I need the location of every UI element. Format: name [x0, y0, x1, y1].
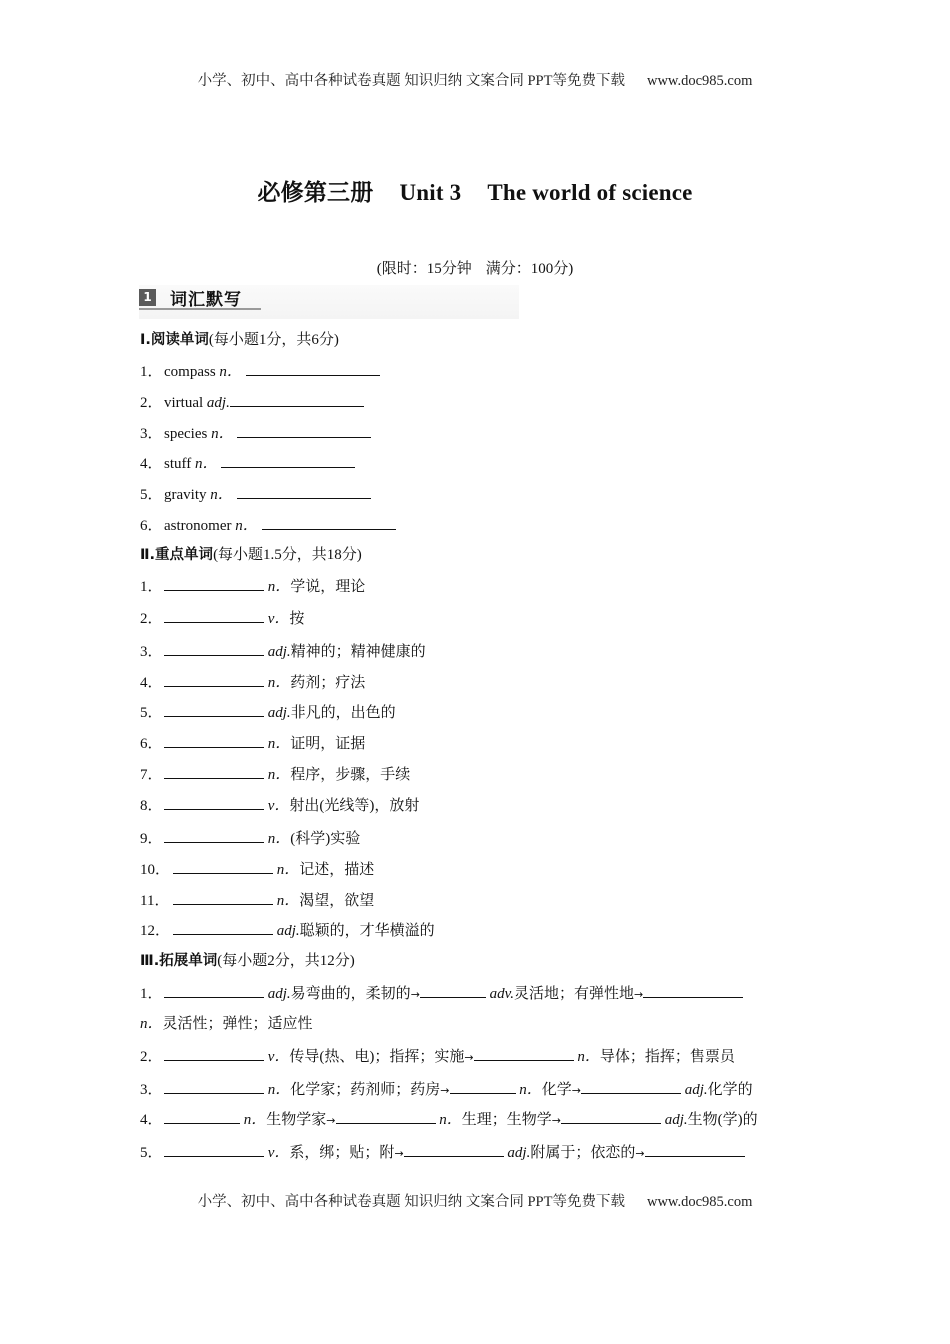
item-word: astronomer [164, 518, 232, 534]
part3-title: Ⅲ.拓展单词 [140, 953, 218, 969]
item-pos: n． [235, 518, 258, 534]
item-pos: adj. [684, 1082, 708, 1098]
item-pos: adj. [664, 1112, 688, 1128]
item-pos: n． [439, 1112, 462, 1128]
item-pos: n． [211, 426, 234, 442]
page-footer [0, 1190, 950, 1211]
answer-blank[interactable] [164, 763, 264, 779]
item-number: 2． [140, 1049, 163, 1065]
answer-blank[interactable] [164, 575, 264, 591]
item-number: 6． [140, 518, 163, 534]
item-meaning: 灵活性；弹性；适应性 [162, 1016, 313, 1032]
item-meaning: 学说，理论 [290, 579, 366, 595]
list-item [140, 889, 374, 911]
item-pos: n． [577, 1049, 600, 1065]
list-item [140, 732, 365, 754]
footer-url[interactable]: www.doc985.com [646, 1194, 753, 1210]
item-number: 12． [140, 923, 171, 939]
item-number: 5． [140, 705, 163, 721]
answer-blank[interactable] [173, 858, 273, 874]
part2-heading [140, 544, 362, 566]
arrow-icon: → [635, 1147, 645, 1160]
item-meaning: 传导(热、电)；指挥；实施 [289, 1049, 465, 1065]
item-meaning: 灵活地；有弹性地 [513, 986, 634, 1002]
list-item [140, 575, 365, 597]
item-word: gravity [164, 487, 207, 503]
answer-blank[interactable] [164, 1078, 264, 1094]
answer-blank[interactable] [164, 607, 264, 623]
list-item [140, 1141, 745, 1163]
list-item [140, 1045, 735, 1067]
answer-blank[interactable] [581, 1078, 681, 1094]
item-pos: adj. [267, 986, 291, 1002]
item-meaning: 化学家；药剂师；药房 [290, 1082, 441, 1098]
item-word: virtual [164, 395, 204, 411]
item-word: stuff [164, 456, 192, 472]
answer-blank[interactable] [164, 794, 264, 810]
list-item [140, 827, 360, 849]
list-item [140, 701, 396, 723]
item-meaning: 记述，描述 [299, 862, 375, 878]
answer-blank[interactable] [221, 452, 355, 468]
list-item [140, 452, 355, 474]
item-meaning: 药剂；疗法 [290, 675, 366, 691]
list-item [140, 1078, 753, 1100]
answer-blank[interactable] [164, 1141, 264, 1157]
item-pos: n． [267, 579, 291, 595]
answer-blank[interactable] [230, 391, 364, 407]
title-book: 必修第三册 [257, 180, 374, 205]
item-pos: adv. [489, 986, 514, 1002]
item-number: 4． [140, 456, 163, 472]
item-pos: n． [194, 456, 218, 472]
item-meaning: 易弯曲的，柔韧的 [290, 986, 411, 1002]
arrow-icon: → [571, 1084, 581, 1097]
list-item [140, 919, 435, 941]
answer-blank[interactable] [474, 1045, 574, 1061]
header-promo: 小学、初中、高中各种试卷真题 知识归纳 文案合同 PPT等免费下载 [197, 73, 625, 89]
item-pos: n． [276, 862, 300, 878]
item-number: 1． [140, 364, 163, 380]
arrow-icon: → [464, 1051, 474, 1064]
list-item [140, 858, 374, 880]
item-number: 10． [140, 862, 171, 878]
item-number: 11． [140, 893, 170, 909]
list-item [140, 982, 743, 1004]
arrow-icon: → [394, 1147, 404, 1160]
header-url[interactable]: www.doc985.com [646, 73, 753, 89]
item-number: 3． [140, 644, 163, 660]
item-meaning: 生理；生物学 [461, 1112, 552, 1128]
answer-blank[interactable] [246, 360, 380, 376]
part2-note: (每小题1.5分，共18分) [213, 547, 362, 563]
item-pos: n． [267, 767, 291, 783]
item-pos: n． [267, 1082, 291, 1098]
answer-blank[interactable] [164, 982, 264, 998]
list-item [140, 360, 380, 382]
item-meaning: 射出(光线等)，放射 [289, 798, 420, 814]
answer-blank[interactable] [173, 889, 273, 905]
item-number: 6． [140, 736, 163, 752]
answer-blank[interactable] [237, 483, 371, 499]
item-meaning: 生物学家 [266, 1112, 327, 1128]
item-pos: n． [276, 893, 300, 909]
arrow-icon: → [551, 1114, 561, 1127]
list-item [140, 483, 371, 505]
item-pos: n． [519, 1082, 542, 1098]
answer-blank[interactable] [237, 422, 371, 438]
answer-blank[interactable] [404, 1141, 504, 1157]
item-number: 7． [140, 767, 163, 783]
item-number: 5． [140, 1145, 163, 1161]
item-pos: adj. [507, 1145, 531, 1161]
list-item [140, 514, 396, 536]
item-meaning: 非凡的，出色的 [290, 705, 396, 721]
item-meaning: 化学的 [707, 1082, 753, 1098]
item-number: 5． [140, 487, 163, 503]
list-item-continued [140, 1013, 313, 1035]
item-pos: adj. [206, 395, 230, 411]
arrow-icon: → [410, 988, 420, 1001]
answer-blank[interactable] [420, 982, 486, 998]
arrow-icon: → [440, 1084, 450, 1097]
item-number: 4． [140, 1112, 163, 1128]
item-meaning: 程序，步骤，手续 [290, 767, 411, 783]
item-pos: v． [267, 1049, 290, 1065]
time-limit: (限时：15分钟 [376, 261, 472, 277]
answer-blank[interactable] [164, 1045, 264, 1061]
list-item [140, 422, 371, 444]
answer-blank[interactable] [450, 1078, 516, 1094]
answer-blank[interactable] [262, 514, 396, 530]
item-pos: adj. [267, 705, 291, 721]
item-number: 2． [140, 611, 163, 627]
item-pos: n． [267, 831, 291, 847]
list-item [140, 763, 410, 785]
answer-blank[interactable] [164, 640, 264, 656]
part1-title: Ⅰ.阅读单词 [140, 332, 209, 348]
item-pos: v． [267, 611, 290, 627]
list-item [140, 671, 365, 693]
answer-blank[interactable] [336, 1108, 436, 1124]
item-word: compass [164, 364, 216, 380]
item-meaning: 渴望，欲望 [299, 893, 375, 909]
part2-title: Ⅱ.重点单词 [140, 547, 214, 563]
footer-promo: 小学、初中、高中各种试卷真题 知识归纳 文案合同 PPT等免费下载 [197, 1194, 625, 1210]
item-pos: n． [267, 736, 291, 752]
item-pos: n． [267, 675, 291, 691]
answer-blank[interactable] [561, 1108, 661, 1124]
time-score-limit [0, 257, 950, 278]
list-item [140, 1108, 758, 1130]
arrow-icon: → [633, 988, 644, 1001]
answer-blank[interactable] [645, 1141, 745, 1157]
page-title [0, 174, 950, 207]
part1-heading [140, 329, 339, 351]
arrow-icon: → [326, 1114, 336, 1127]
answer-blank[interactable] [164, 671, 264, 687]
title-unit: Unit 3 [399, 180, 462, 205]
answer-blank[interactable] [164, 701, 264, 717]
list-item [140, 607, 304, 629]
item-meaning: 按 [289, 611, 305, 627]
item-number: 8． [140, 798, 163, 814]
section-header [139, 286, 261, 310]
section-number-icon: 1 [139, 289, 156, 306]
item-meaning: 附属于；依恋的 [530, 1145, 636, 1161]
item-number: 1． [140, 986, 163, 1002]
item-meaning: 证明，证据 [290, 736, 366, 752]
item-number: 3． [140, 1082, 163, 1098]
full-score: 满分：100分) [485, 261, 574, 277]
list-item [140, 391, 364, 413]
item-pos: n． [219, 364, 242, 380]
item-meaning: 聪颖的，才华横溢的 [299, 923, 435, 939]
item-pos: n． [140, 1016, 163, 1032]
item-number: 1． [140, 579, 163, 595]
item-meaning: 系，绑；贴；附 [289, 1145, 395, 1161]
item-meaning: 导体；指挥；售票员 [599, 1049, 735, 1065]
item-meaning: 化学 [541, 1082, 572, 1098]
part3-heading [140, 950, 355, 972]
item-meaning: 精神的；精神健康的 [290, 644, 426, 660]
item-meaning: (科学)实验 [290, 831, 361, 847]
item-pos: adj. [267, 644, 291, 660]
item-word: species [164, 426, 208, 442]
section-label: 词汇默写 [170, 289, 242, 310]
title-topic: The world of science [487, 180, 693, 205]
item-number: 4． [140, 675, 163, 691]
list-item [140, 794, 419, 816]
item-pos: v． [267, 798, 290, 814]
page-header [0, 69, 950, 90]
item-number: 3． [140, 426, 163, 442]
item-number: 9． [140, 831, 163, 847]
part1-note: (每小题1分，共6分) [208, 332, 339, 348]
item-number: 2． [140, 395, 163, 411]
item-pos: n． [210, 487, 233, 503]
item-meaning: 生物(学)的 [687, 1112, 758, 1128]
item-pos: n． [243, 1112, 267, 1128]
part3-note: (每小题2分，共12分) [217, 953, 355, 969]
answer-blank[interactable] [643, 982, 743, 998]
answer-blank[interactable] [164, 827, 264, 843]
answer-blank[interactable] [164, 1108, 240, 1124]
answer-blank[interactable] [173, 919, 273, 935]
item-pos: adj. [276, 923, 300, 939]
item-pos: v． [267, 1145, 290, 1161]
answer-blank[interactable] [164, 732, 264, 748]
list-item [140, 640, 426, 662]
